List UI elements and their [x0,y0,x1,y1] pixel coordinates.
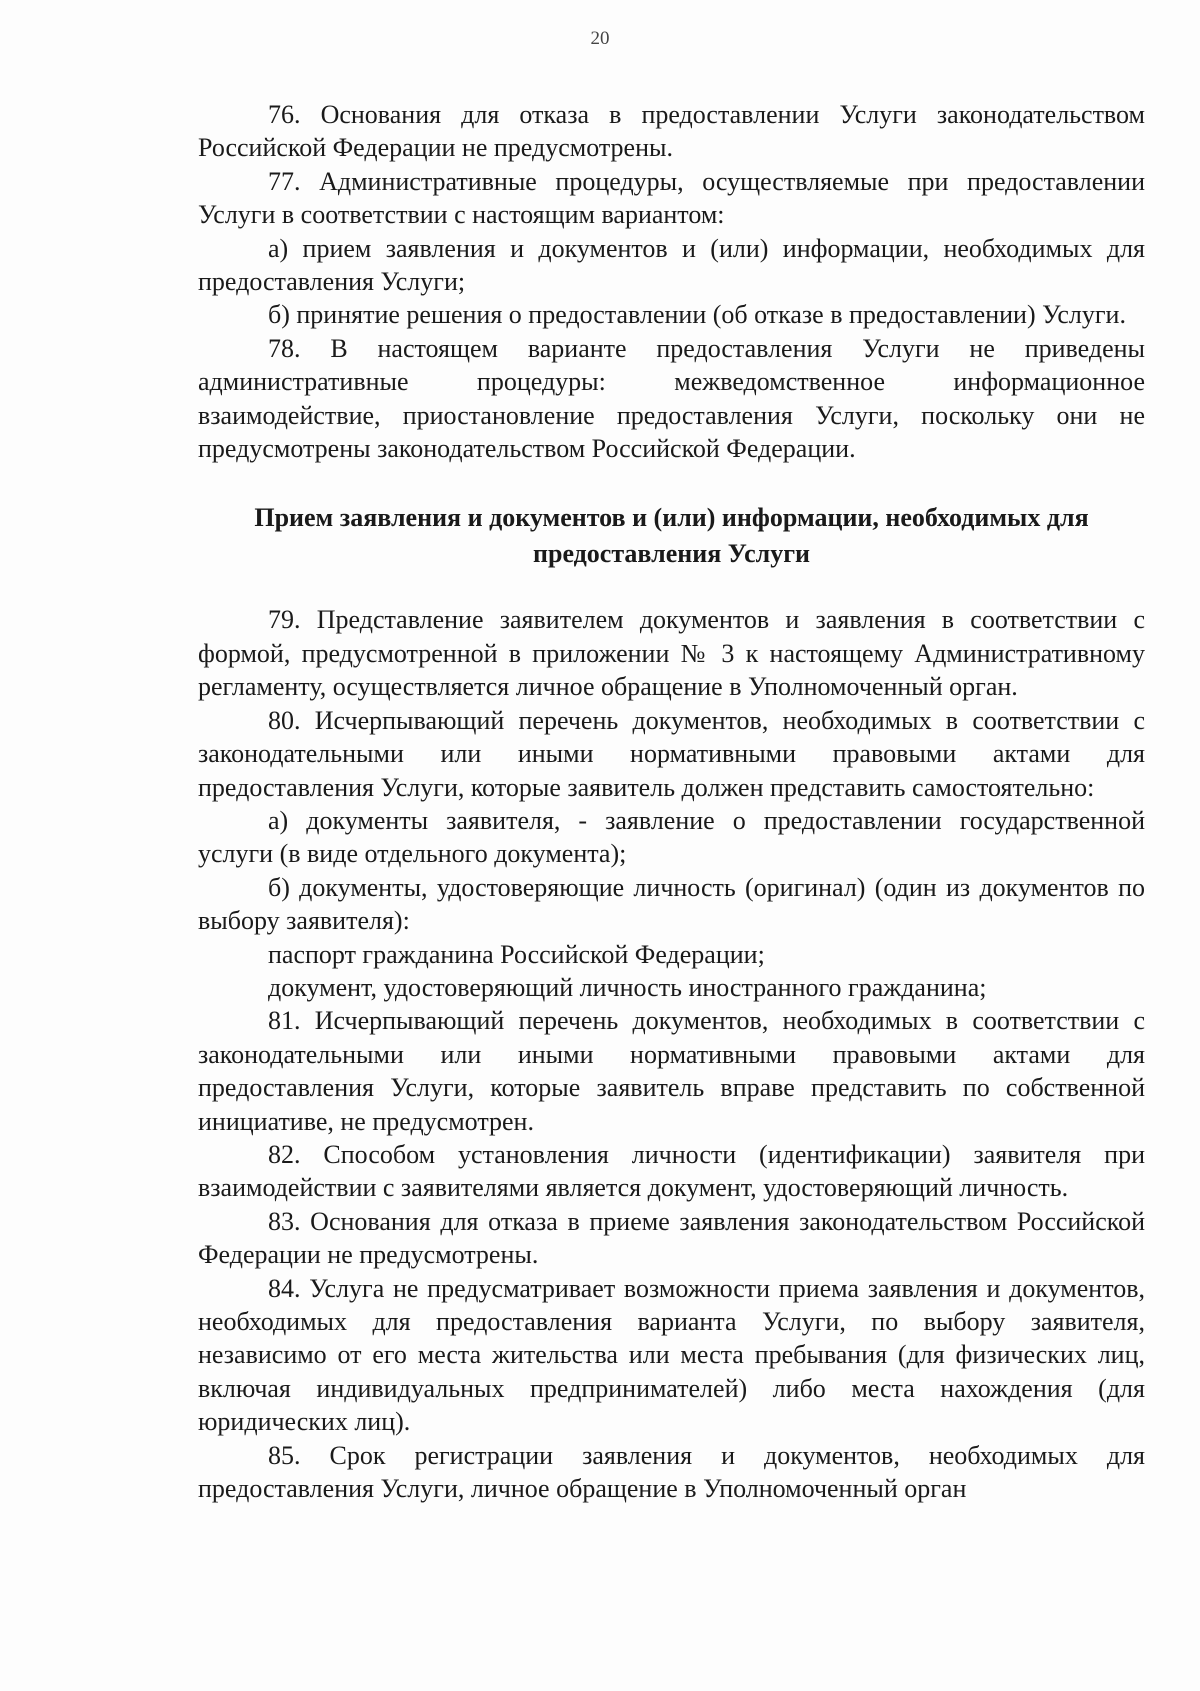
paragraph-77-item-b: б) принятие решения о предоставлении (об отказе в предоставлении) Услуги. [268,300,1126,330]
paragraph-80-foreign-id: документ, удостоверяющий личность иностранного гражданина; [268,972,987,1002]
paragraph-80-item-a: а) документы заявителя, - заявление о предоставлении государственной услуги (в виде отдельного документа); [198,805,1145,869]
paragraph-80-passport: паспорт гражданина Российской Федерации; [268,939,765,969]
paragraph-82: 82. Способом установления личности (идентификации) заявителя при взаимодействии с заявителями является документ, удостоверяющий личность. [198,1139,1145,1203]
section-heading: Прием заявления и документов и (или) информации, необходимых для предоставления Услуги [254,503,1089,569]
paragraph-77: 77. Административные процедуры, осуществляемые при предоставлении Услуги в соответствии с настоящим вариантом: [198,166,1145,230]
document-body [198,98,1145,1505]
paragraph-80: 80. Исчерпывающий перечень документов, необходимых в соответствии с законодательными или иными нормативными правовыми актами для предоставления Услуги, которые заявитель должен представить самостоятельно: [198,705,1145,802]
paragraph-76: 76. Основания для отказа в предоставлении Услуги законодательством Российской Федерации не предусмотрены. [198,100,1145,163]
paragraph-79: 79. Представление заявителем документов и заявления в соответствии с формой, предусмотренной в приложении № 3 к настоящему Административному регламенту, осуществляется личное обращение в Уполномоченный орган. [198,605,1145,702]
paragraph-78: 78. В настоящем варианте предоставления Услуги не приведены административные процедуры: межведомственное информационное взаимодействие, приостановление предоставления Услуги, поскольку они не предусмотрены законодательством Российской Федерации. [198,333,1145,464]
paragraph-81: 81. Исчерпывающий перечень документов, необходимых в соответствии с законодательными или иными нормативными правовыми актами для предоставления Услуги, которые заявитель вправе представить по собственной инициативе, не предусмотрен. [198,1006,1145,1136]
paragraph-85: 85. Срок регистрации заявления и документов, необходимых для предоставления Услуги, личное обращение в Уполномоченный орган [198,1440,1145,1504]
paragraph-83: 83. Основания для отказа в приеме заявления законодательством Российской Федерации не предусмотрены. [198,1206,1145,1270]
paragraph-77-item-a: а) прием заявления и документов и (или) информации, необходимых для предоставления Услуги; [198,233,1145,297]
paragraph-84: 84. Услуга не предусматривает возможности приема заявления и документов, необходимых для предоставления варианта Услуги, по выбору заявителя, независимо от его места жительства или места пребывания (для физических лиц, включая индивидуальных предпринимателей) либо места нахождения (для юридических лиц). [198,1273,1145,1437]
paragraph-80-item-b: б) документы, удостоверяющие личность (оригинал) (один из документов по выбору заявителя): [198,872,1145,936]
page-number: 20 [590,28,610,49]
